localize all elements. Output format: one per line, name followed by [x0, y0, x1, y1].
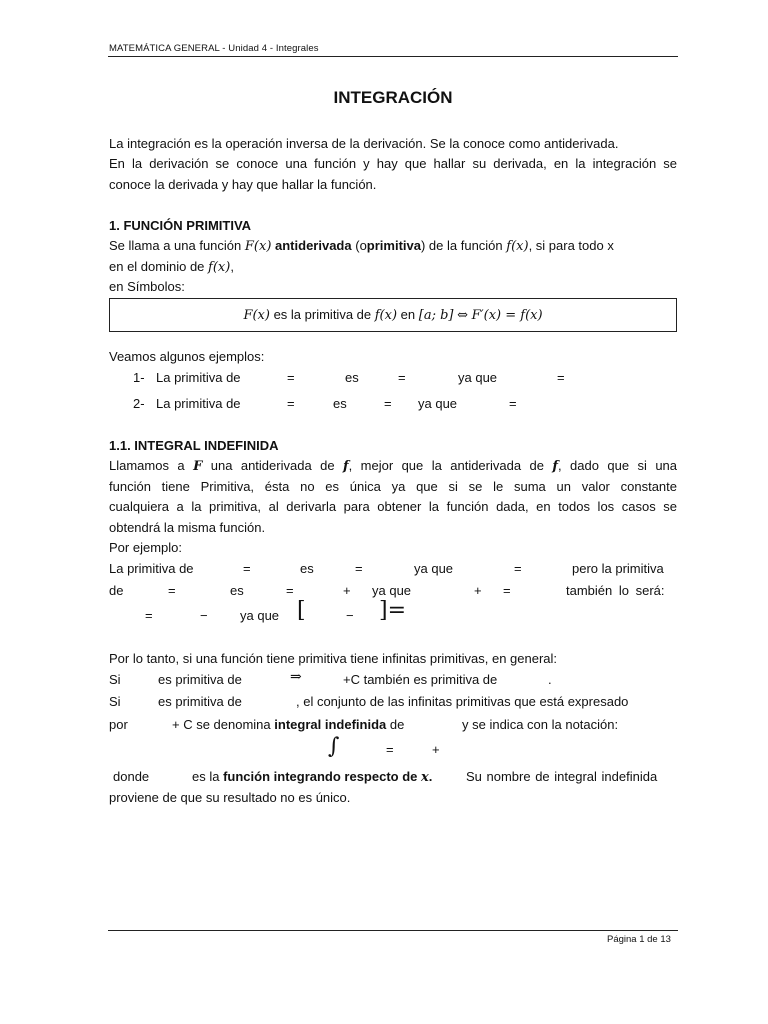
g4-por: por — [109, 717, 128, 732]
section-1-1-heading: 1.1. INTEGRAL INDEFINIDA — [109, 438, 279, 453]
l6-yaque: ya que — [414, 561, 454, 576]
def-text-a: Se llama a una función — [109, 238, 242, 253]
l7-plus1: + — [343, 583, 351, 598]
running-header: MATEMÁTICA GENERAL - Unidad 4 - Integrales — [109, 43, 319, 54]
box-interval: [a; b] — [418, 308, 454, 323]
l7-eq1: = — [168, 583, 176, 598]
g4-de: de — [389, 717, 405, 732]
definition-line-2 — [109, 257, 234, 279]
intro-line-2: En la derivación se conoce una función y hay que hallar su derivada, en la integración se — [109, 156, 677, 171]
l7-tambien: también lo será: — [566, 583, 665, 598]
g2-c: +C también es primitiva de — [343, 672, 498, 687]
example-2-es: es — [333, 396, 347, 411]
math-f-bold-2: f — [552, 459, 558, 474]
math-fx-2: f(x) — [208, 260, 231, 275]
g2-si: Si — [109, 672, 121, 687]
notation-plus: + — [432, 742, 440, 757]
g4-integral-indefinida: integral indefinida — [274, 717, 387, 732]
definition-line-3: en Símbolos: — [109, 279, 185, 294]
example-2-num: 2- — [133, 396, 145, 411]
example-2-yaque: ya que — [418, 396, 458, 411]
box-text: es la primitiva de — [273, 307, 372, 322]
integral-para-line-5: Por ejemplo: — [109, 540, 182, 555]
g6-rest: Su nombre de integral indefinida — [466, 769, 658, 784]
l8-right-bracket: ]= — [379, 598, 407, 623]
example-2-eq2: = — [384, 396, 392, 411]
l6-eq1: = — [243, 561, 251, 576]
para-l1-b: una antiderivada de — [210, 458, 335, 473]
general-line-7: proviene de que su resultado no es único. — [109, 790, 351, 805]
example-1-es: es — [345, 370, 359, 385]
page-number: Página 1 de 13 — [607, 934, 671, 945]
l7-eq3: = — [503, 583, 511, 598]
l6-eq3: = — [514, 561, 522, 576]
section-1-heading: 1. FUNCIÓN PRIMITIVA — [109, 218, 252, 233]
l7-es: es — [230, 583, 244, 598]
math-fx: f(x) — [506, 239, 529, 254]
l6-es: es — [300, 561, 314, 576]
g6-mid — [192, 767, 432, 789]
g2-es: es primitiva de — [158, 672, 242, 687]
integral-sign: ∫ — [328, 734, 340, 759]
integral-para-line-1 — [109, 456, 677, 478]
l8-eq1: = — [145, 608, 153, 623]
g6-es: es la — [192, 769, 220, 784]
def-o: (o — [355, 238, 367, 253]
g4-c: + C se denomina — [172, 717, 271, 732]
def-dela: ) de la función — [420, 238, 503, 253]
para-l1-c: , mejor que la antiderivada de — [348, 458, 544, 473]
intro-line-3: conoce la derivada y hay que hallar la función. — [109, 177, 377, 192]
para-l1-d: , dado que si una — [558, 458, 678, 473]
l7-eq2: = — [286, 583, 294, 598]
def-antiderivada: antiderivada — [275, 238, 352, 253]
def-comma: , — [230, 259, 234, 274]
implies-arrow: ⇒ — [290, 669, 302, 685]
example-1-yaque: ya que — [458, 370, 498, 385]
l6-text: La primitiva de — [109, 561, 194, 576]
g6-donde: donde — [113, 769, 150, 784]
l8-left-bracket: [ — [297, 598, 306, 623]
example-1-text: La primitiva de — [156, 370, 241, 385]
notation-eq: = — [386, 742, 394, 757]
math-f-bold-1: f — [343, 459, 349, 474]
example-1-eq2: = — [398, 370, 406, 385]
l7-yaque: ya que — [372, 583, 412, 598]
g4-rest: y se indica con la notación: — [462, 717, 619, 732]
math-F-bold: F — [193, 459, 203, 474]
box-en: en — [400, 307, 416, 322]
general-line-1: Por lo tanto, si una función tiene primitiva tiene infinitas primitivas, en general: — [109, 651, 558, 666]
header-rule — [108, 56, 678, 57]
integral-para-line-4: obtendrá la misma función. — [109, 520, 266, 535]
g4-mid — [172, 715, 404, 736]
definition-line-1 — [109, 236, 614, 258]
integral-para-line-2: función tiene Primitiva, ésta no es única ya que si se le suma un valor constante — [109, 479, 677, 494]
intro-line-1: La integración es la operación inversa de la derivación. Se la conoce como antiderivada. — [109, 136, 619, 151]
l8-yaque: ya que — [240, 608, 280, 623]
def-primitiva: primitiva — [366, 238, 421, 253]
definition-formula — [110, 307, 676, 323]
l8-minus2: − — [346, 608, 354, 623]
g3-si: Si — [109, 694, 121, 709]
example-1-num: 1- — [133, 370, 145, 385]
math-Fx: F(x) — [244, 239, 272, 254]
box-F: F(x) — [243, 308, 270, 323]
g3-es: es primitiva de — [158, 694, 242, 709]
footer-rule — [108, 930, 678, 931]
l6-pero: pero la primitiva — [572, 561, 664, 576]
example-1-eq3: = — [557, 370, 565, 385]
l6-eq2: = — [355, 561, 363, 576]
examples-intro: Veamos algunos ejemplos: — [109, 349, 265, 364]
box-equation: F′(x) = f(x) — [471, 308, 543, 323]
g6-dot: . — [428, 769, 433, 784]
definition-box — [109, 298, 677, 332]
box-f: f(x) — [374, 308, 398, 323]
example-1-eq1: = — [287, 370, 295, 385]
g6-x: x — [421, 770, 429, 785]
box-iff: ⇔ — [457, 308, 469, 323]
def-paratodo: , si para todo x — [528, 238, 614, 253]
l7-plus2: + — [474, 583, 482, 598]
integral-para-line-3: cualquiera a la primitiva, al derivarla para obtener la función dada, en todos los casos se — [109, 499, 677, 514]
l7-de: de — [109, 583, 124, 598]
g2-dot: . — [548, 672, 552, 687]
para-l1-a: Llamamos a — [109, 458, 185, 473]
page-title: INTEGRACIÓN — [333, 88, 453, 107]
example-2-eq1: = — [287, 396, 295, 411]
example-2-eq3: = — [509, 396, 517, 411]
l8-minus1: − — [200, 608, 208, 623]
g3-conj: , el conjunto de las infinitas primitivas que está expresado — [296, 694, 629, 709]
def-dominio: en el dominio de — [109, 259, 205, 274]
g6-funcion-integrando: función integrando respecto de — [223, 769, 418, 784]
example-2-text: La primitiva de — [156, 396, 241, 411]
